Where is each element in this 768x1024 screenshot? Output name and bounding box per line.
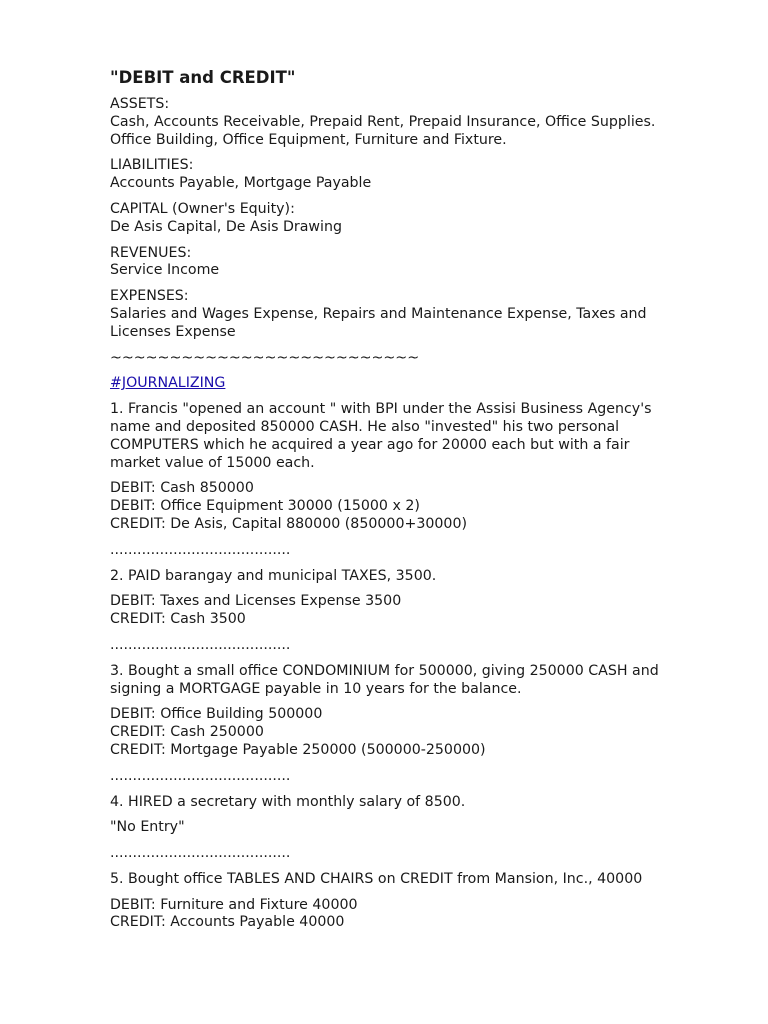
capital-list: De Asis Capital, De Asis Drawing xyxy=(110,218,342,235)
journal-line: CREDIT: Mortgage Payable 250000 (500000-250000) xyxy=(110,741,486,758)
dot-divider: ........................................ xyxy=(110,845,291,862)
journal-line: CREDIT: De Asis, Capital 880000 (850000+30000) xyxy=(110,515,468,532)
tilde-divider: ~~~~~~~~~~~~~~~~~~~~~~~~~~ xyxy=(110,349,420,366)
journal-line: DEBIT: Office Equipment 30000 (15000 x 2) xyxy=(110,498,420,515)
revenues-list: Service Income xyxy=(110,262,220,279)
document-page xyxy=(110,68,670,940)
entry-4-question: 4. HIRED a secretary with monthly salary of 8500. xyxy=(110,793,466,810)
entry-1-answer xyxy=(110,480,670,533)
revenues-heading: REVENUES: xyxy=(110,244,192,261)
journal-line: DEBIT: Office Building 500000 xyxy=(110,706,323,723)
journal-line: DEBIT: Cash 850000 xyxy=(110,480,254,497)
journalizing-hashtag-link[interactable]: #JOURNALIZING xyxy=(110,375,226,392)
entry-3-answer xyxy=(110,706,670,759)
dot-divider: ........................................ xyxy=(110,767,291,784)
expenses-section xyxy=(110,288,670,341)
capital-section xyxy=(110,201,670,237)
entry-2-answer xyxy=(110,593,670,629)
capital-heading: CAPITAL (Owner's Equity): xyxy=(110,200,295,217)
dot-divider: ........................................ xyxy=(110,541,291,558)
dot-divider: ........................................ xyxy=(110,636,291,653)
document-title: "DEBIT and CREDIT" xyxy=(110,68,296,87)
entry-5-question: 5. Bought office TABLES AND CHAIRS on CREDIT from Mansion, Inc., 40000 xyxy=(110,870,643,887)
entry-2-question: 2. PAID barangay and municipal TAXES, 3500. xyxy=(110,567,437,584)
entry-5-answer xyxy=(110,897,670,933)
liabilities-list: Accounts Payable, Mortgage Payable xyxy=(110,175,372,192)
journal-line: CREDIT: Cash 3500 xyxy=(110,611,246,628)
entry-1-question: 1. Francis "opened an account " with BPI under the Assisi Business Agency's name and deposited 850000 CASH. He also "invested" his two personal COMPUTERS which he acquired a year ago for 20000 each but with a fair market value of 15000 each. xyxy=(110,401,652,471)
expenses-list: Salaries and Wages Expense, Repairs and Maintenance Expense, Taxes and Licenses Expense xyxy=(110,305,652,340)
assets-list-current: Cash, Accounts Receivable, Prepaid Rent, Prepaid Insurance, Office Supplies. xyxy=(110,113,656,130)
assets-list-fixed: Office Building, Office Equipment, Furniture and Fixture. xyxy=(110,131,507,148)
assets-section xyxy=(110,96,670,149)
journal-line: CREDIT: Accounts Payable 40000 xyxy=(110,914,345,931)
assets-heading: ASSETS: xyxy=(110,96,170,112)
entry-4-answer xyxy=(110,819,670,837)
revenues-section xyxy=(110,245,670,281)
liabilities-section xyxy=(110,157,670,193)
journal-line: "No Entry" xyxy=(110,819,185,836)
entry-3-question: 3. Bought a small office CONDOMINIUM for 500000, giving 250000 CASH and signing a MORTGAGE payable in 10 years for the balance. xyxy=(110,662,659,697)
liabilities-heading: LIABILITIES: xyxy=(110,157,194,174)
expenses-heading: EXPENSES: xyxy=(110,288,189,305)
journal-line: DEBIT: Furniture and Fixture 40000 xyxy=(110,896,358,913)
journal-line: CREDIT: Cash 250000 xyxy=(110,724,264,741)
journal-line: DEBIT: Taxes and Licenses Expense 3500 xyxy=(110,593,402,610)
